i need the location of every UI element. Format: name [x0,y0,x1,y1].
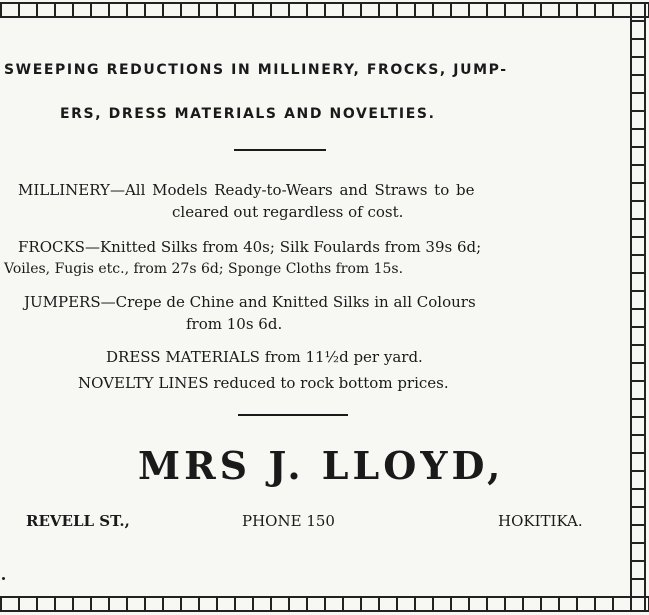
right-border [630,2,646,612]
frocks-text-cont: Voiles, Fugis etc., from 27s 6d; Sponge Cloths from 15s. [4,261,404,277]
dress-materials-text: DRESS MATERIALS from 11½d per yard. [106,348,423,366]
town: HOKITIKA. [498,512,583,530]
headline-line-2: ERS, DRESS MATERIALS AND NOVELTIES. [60,106,436,122]
jumpers-text-cont: from 10s 6d. [186,315,283,333]
advertiser-name: MRS J. LLOYD, [138,443,505,488]
address: REVELL ST., [26,512,130,530]
headline-line-1: SWEEPING REDUCTIONS IN MILLINERY, FROCKS, JUMP- [4,62,508,78]
frocks-text: FROCKS—Knitted Silks from 40s; Silk Foulards from 39s 6d; [18,238,482,256]
jumpers-text: JUMPERS—Crepe de Chine and Knitted Silks in all Colours [24,293,476,311]
divider-rule [238,414,348,416]
divider-rule [234,149,326,151]
speck [2,577,5,580]
top-border [0,2,649,18]
novelty-lines-text: NOVELTY LINES reduced to rock bottom prices. [78,374,449,392]
phone-number: PHONE 150 [242,512,335,530]
bottom-border [0,596,649,612]
millinery-text-cont: cleared out regardless of cost. [172,203,404,221]
millinery-text: MILLINERY—All Models Ready-to-Wears and Straws to be [18,181,475,199]
